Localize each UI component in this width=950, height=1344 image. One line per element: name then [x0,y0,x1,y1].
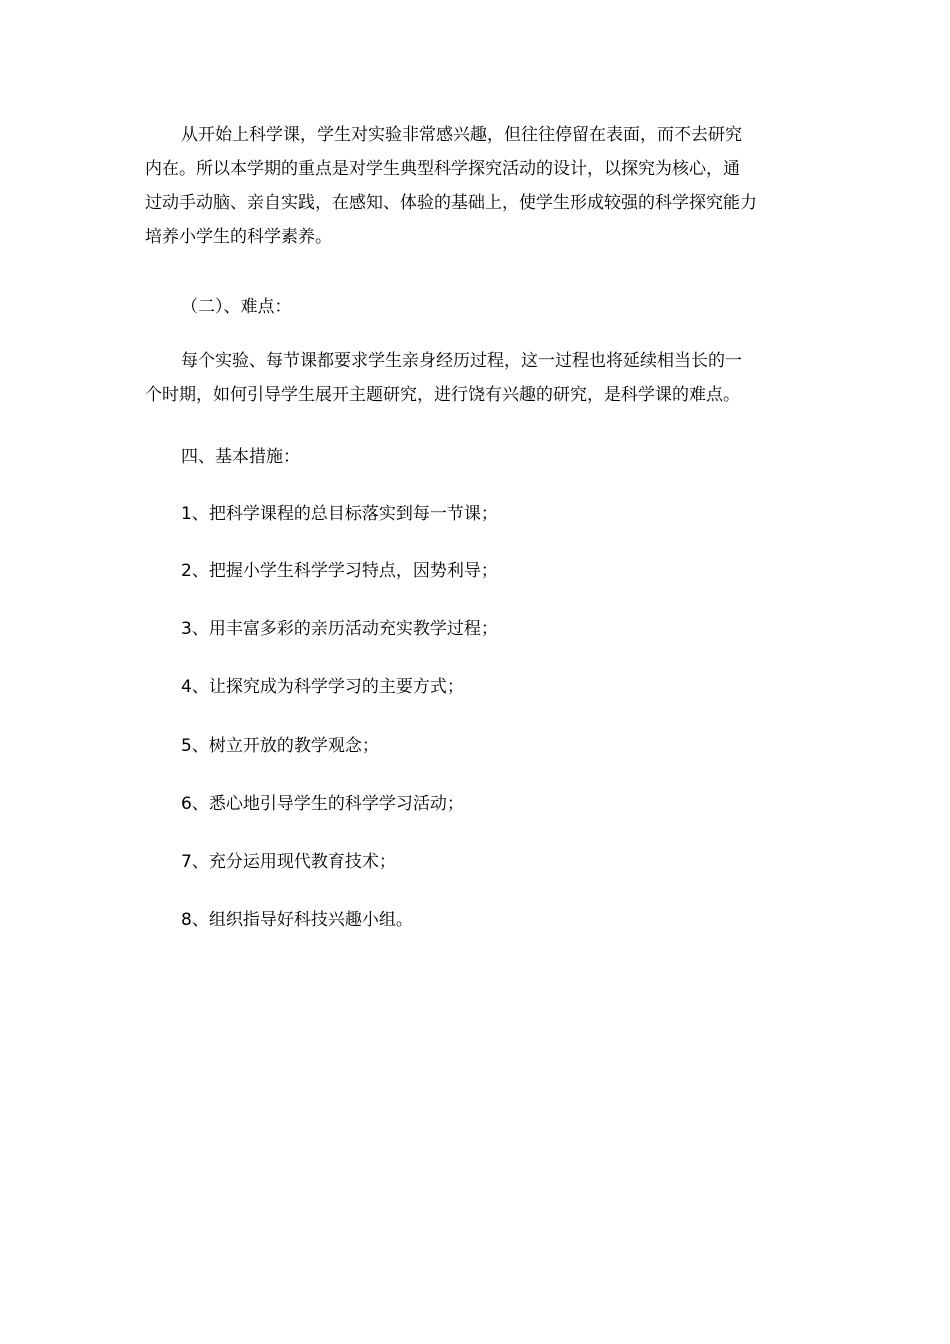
measure-item-4 [145,670,810,704]
measure-item-5 [145,729,810,763]
measure-item-6 [145,787,810,821]
list-item: 1、把科学课程的总目标落实到每一节课； [181,504,498,524]
difficulty-heading-block [145,290,810,324]
difficulty-line: 个时期，如何引导学生展开主题研究，进行饶有兴趣的研究，是科学课的难点。 [145,385,740,405]
list-item: 5、树立开放的教学观念； [181,736,379,756]
intro-paragraph [145,118,810,254]
difficulty-heading: （二）、难点： [181,297,292,317]
measure-item-3 [145,612,810,646]
list-item: 4、让探究成为科学学习的主要方式； [181,677,464,697]
measure-item-2 [145,554,810,588]
measure-item-1 [145,497,810,531]
measures-heading-block [145,440,810,474]
list-item: 7、充分运用现代教育技术； [181,852,396,872]
measure-item-8 [145,903,810,937]
list-item: 3、用丰富多彩的亲历活动充实教学过程； [181,619,498,639]
intro-line: 内在。所以本学期的重点是对学生典型科学探究活动的设计，以探究为核心，通 [145,159,740,179]
intro-line: 过动手动脑、亲自实践，在感知、体验的基础上，使学生形成较强的科学探究能力 [145,193,757,213]
intro-line: 培养小学生的科学素养。 [145,227,332,247]
measure-item-7 [145,845,810,879]
list-item: 8、组织指导好科技兴趣小组。 [181,910,413,930]
list-item: 6、悉心地引导学生的科学学习活动； [181,794,464,814]
difficulty-paragraph [145,344,810,412]
measures-heading: 四、基本措施： [181,447,300,467]
list-item: 2、把握小学生科学学习特点，因势利导； [181,561,498,581]
difficulty-line: 每个实验、每节课都要求学生亲身经历过程，这一过程也将延续相当长的一 [181,351,742,371]
intro-line: 从开始上科学课，学生对实验非常感兴趣，但往往停留在表面，而不去研究 [181,125,742,145]
